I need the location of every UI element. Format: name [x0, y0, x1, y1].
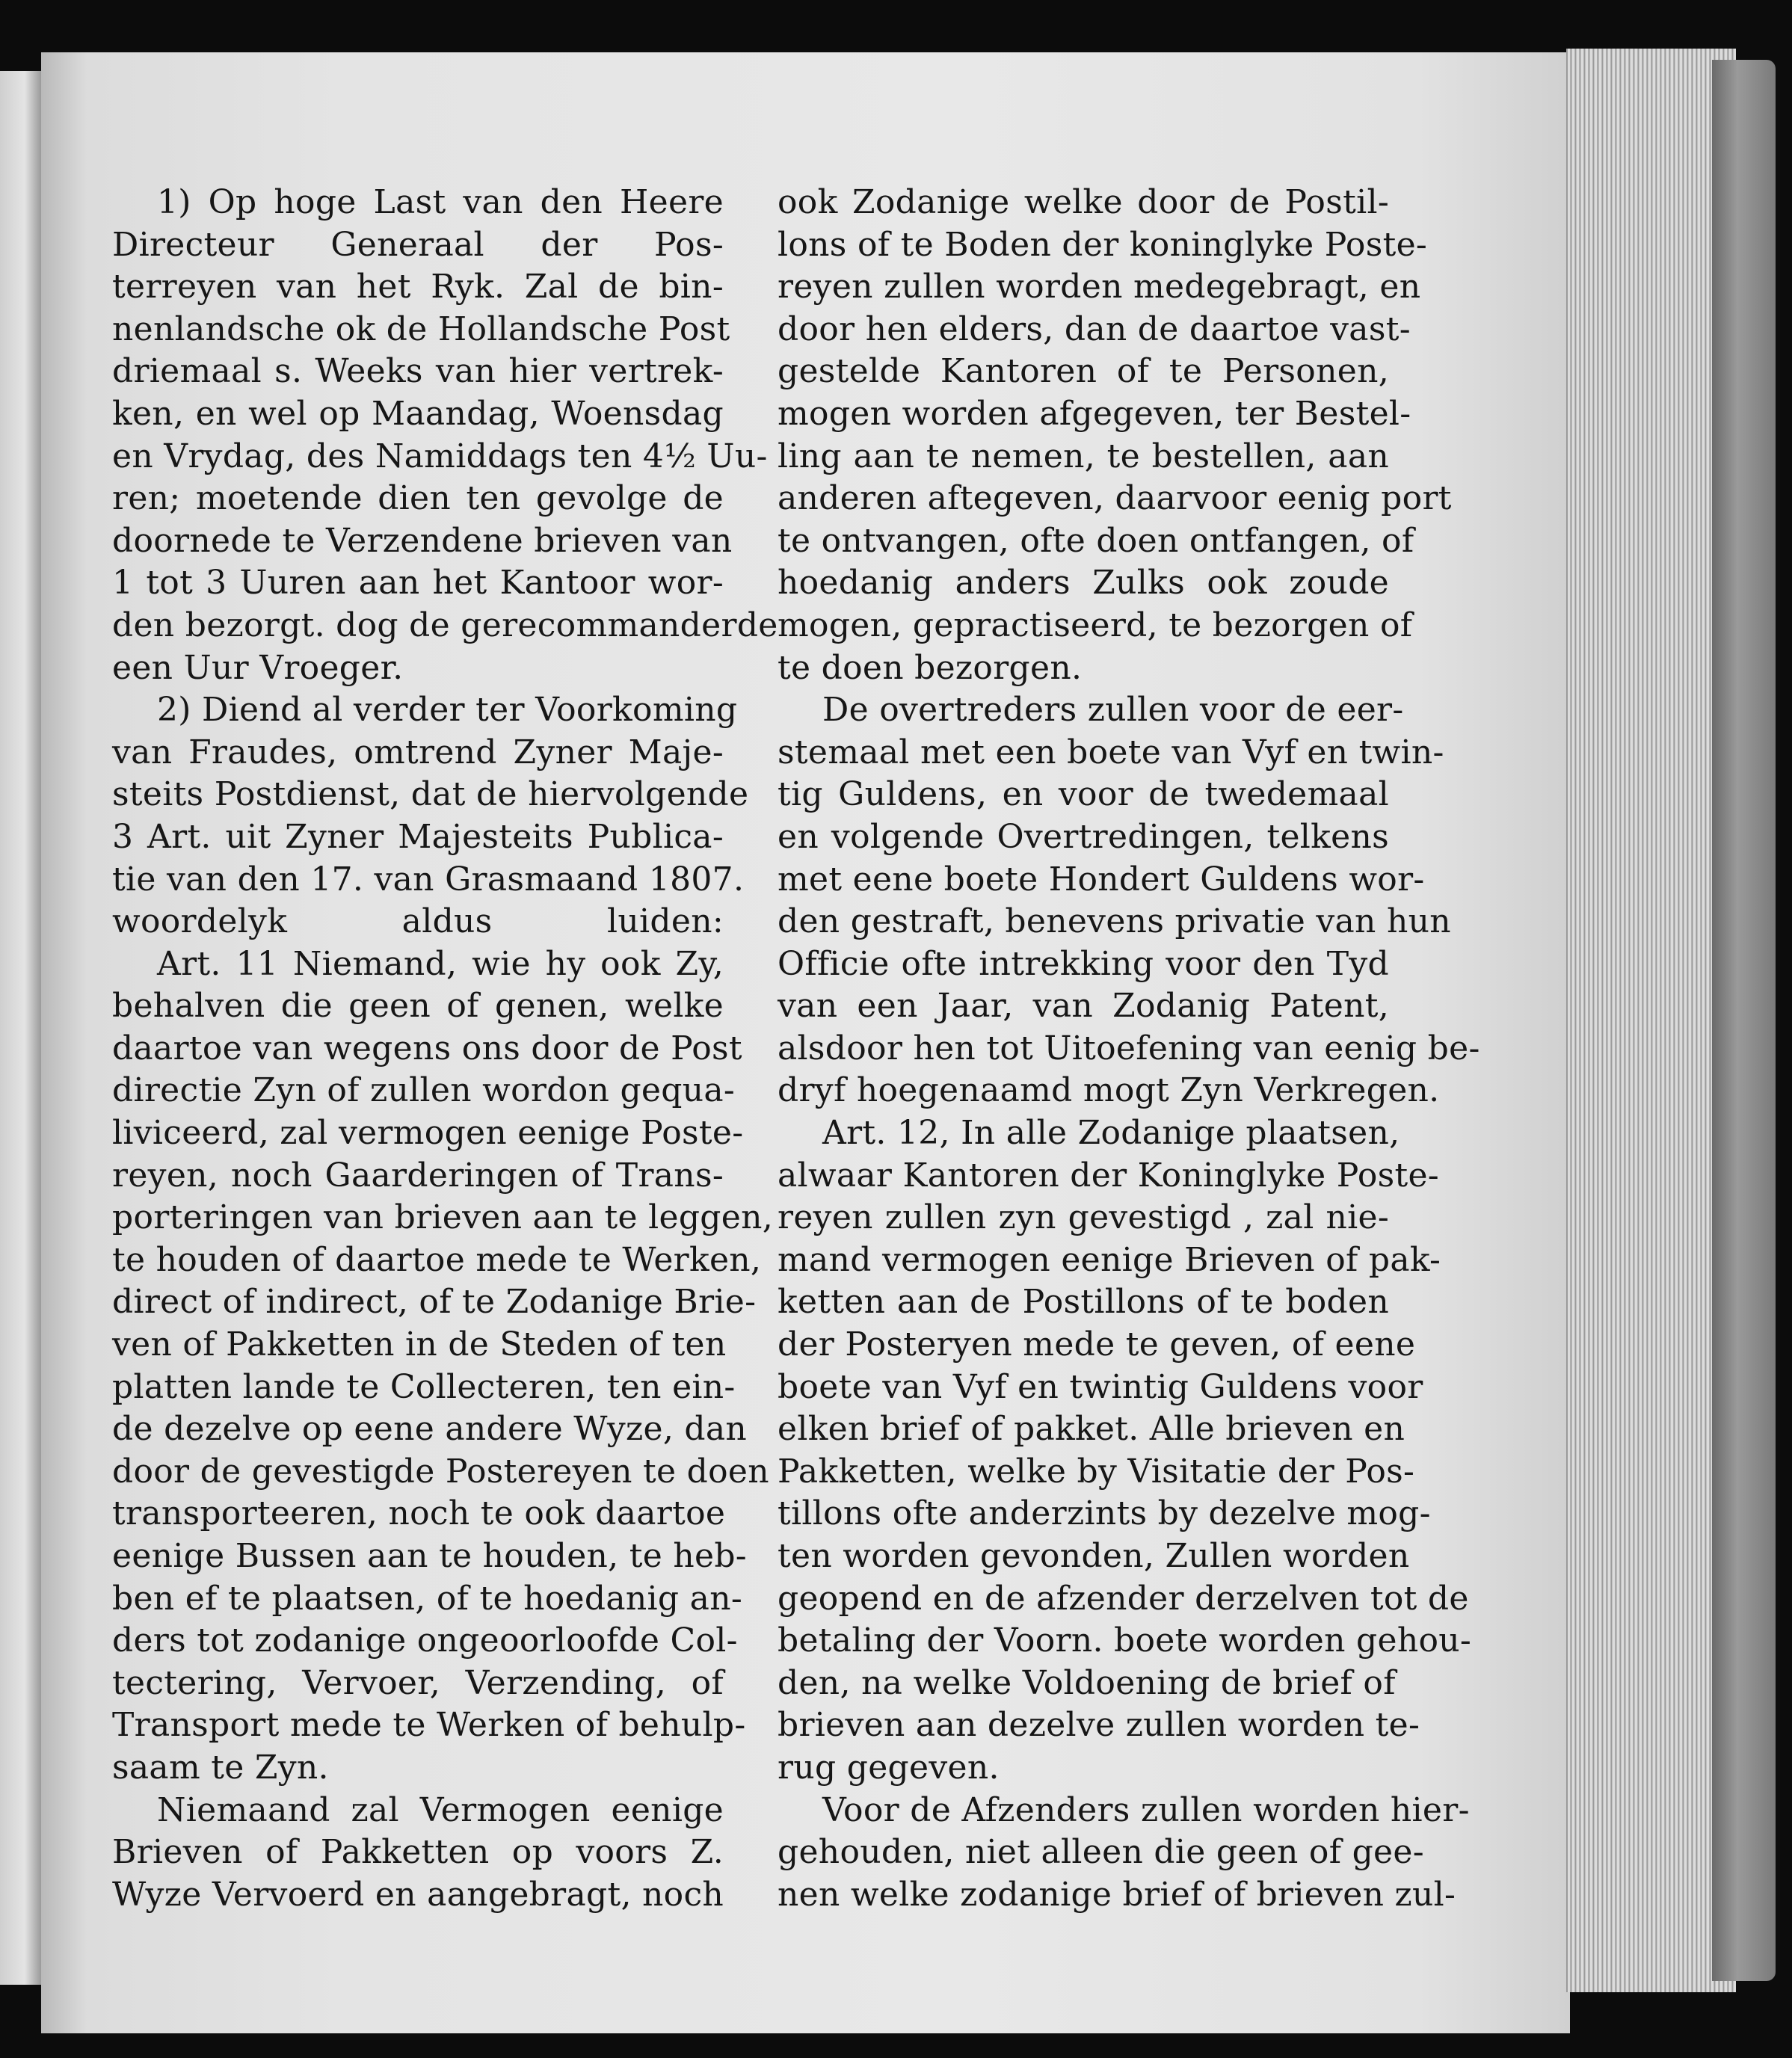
text-line: transporteeren, noch te ook daartoe: [112, 1494, 726, 1533]
text-line: terreyen van het Ryk. Zal de bin-: [112, 268, 724, 306]
text-column-right: [778, 182, 1480, 1916]
text-line: en volgende Overtredingen, telkens: [778, 817, 1389, 856]
text-line: doornede te Verzendene brieven van: [112, 521, 733, 560]
text-line: Art. 11 Niemand, wie hy ook Zy,: [157, 944, 724, 983]
text-line: boete van Vyf en twintig Guldens voor: [778, 1367, 1423, 1406]
text-line: de dezelve op eene andere Wyze, dan: [112, 1410, 748, 1449]
text-line: anderen aftegeven, daarvoor eenig port: [778, 479, 1452, 518]
text-line: woordelyk aldus luiden:: [112, 902, 724, 941]
text-line: Officie ofte intrekking voor den Tyd: [778, 944, 1389, 983]
text-line: reyen zullen zyn gevestigd , zal nie-: [778, 1198, 1389, 1237]
text-line: gehouden, niet alleen die geen of gee-: [778, 1833, 1424, 1872]
text-line: Art. 12, In alle Zodanige plaatsen,: [822, 1114, 1400, 1153]
text-line: mogen, gepractiseerd, te bezorgen of: [778, 606, 1413, 644]
text-line: mogen worden afgegeven, ter Bestel-: [778, 394, 1411, 433]
text-line: van Fraudes, omtrend Zyner Maje-: [112, 733, 724, 771]
text-line: 1 tot 3 Uuren aan het Kantoor wor-: [112, 564, 724, 603]
text-line: Voor de Afzenders zullen worden hier-: [822, 1790, 1470, 1829]
text-line: te ontvangen, ofte doen ontfangen, of: [778, 521, 1414, 560]
text-line: porteringen van brieven aan te leggen,: [112, 1198, 774, 1237]
text-line: reyen zullen worden medegebragt, en: [778, 268, 1421, 306]
text-line: Pakketten, welke by Visitatie der Pos-: [778, 1452, 1415, 1491]
text-line: ders tot zodanige ongeoorloofde Col-: [112, 1621, 738, 1660]
text-line: behalven die geen of genen, welke: [112, 987, 724, 1026]
text-line: gestelde Kantoren of te Personen,: [778, 352, 1389, 391]
text-line: en Vrydag, des Namiddags ten 4½ Uu-: [112, 437, 768, 475]
text-line: directie Zyn of zullen wordon gequa-: [112, 1071, 736, 1110]
text-line: rug gegeven.: [778, 1748, 1000, 1787]
text-line: alsdoor hen tot Uitoefening van eenig be-: [778, 1029, 1480, 1067]
text-line: nen welke zodanige brief of brieven zul-: [778, 1875, 1456, 1914]
text-line: 1) Op hoge Last van den Heere: [157, 183, 724, 221]
text-line: brieven aan dezelve zullen worden te-: [778, 1706, 1420, 1745]
text-line: Directeur Generaal der Pos-: [112, 225, 724, 264]
text-line: ren; moetende dien ten gevolge de: [112, 479, 724, 518]
text-line: driemaal s. Weeks van hier vertrek-: [112, 352, 724, 391]
text-line: der Posteryen mede te geven, of eene: [778, 1325, 1416, 1364]
text-line: steits Postdienst, dat de hiervolgende: [112, 775, 749, 814]
text-line: den bezorgt. dog de gerecommanderde: [112, 606, 778, 644]
book-cover-edge: [1712, 60, 1776, 1981]
text-line: met eene boete Hondert Guldens wor-: [778, 860, 1425, 899]
text-line: tig Guldens, en voor de twedemaal: [778, 775, 1389, 814]
text-line: van een Jaar, van Zodanig Patent,: [778, 987, 1389, 1026]
text-line: lons of te Boden der koninglyke Poste-: [778, 225, 1428, 264]
text-line: ken, en wel op Maandag, Woensdag: [112, 394, 724, 433]
text-line: reyen, noch Gaarderingen of Trans-: [112, 1156, 724, 1195]
text-line: Brieven of Pakketten op voors Z.: [112, 1833, 724, 1872]
text-line: ten worden gevonden, Zullen worden: [778, 1537, 1410, 1575]
facing-page-edge: [0, 71, 41, 1985]
text-line: De overtreders zullen voor de eer-: [822, 691, 1404, 730]
page-block-edge: [1566, 49, 1736, 1992]
text-line: platten lande te Collecteren, ten ein-: [112, 1367, 736, 1406]
text-line: den gestraft, benevens privatie van hun: [778, 902, 1451, 941]
text-line: direct of indirect, of te Zodanige Brie-: [112, 1283, 757, 1322]
text-line: ben ef te plaatsen, of te hoedanig an-: [112, 1579, 742, 1618]
text-line: 3 Art. uit Zyner Majesteits Publica-: [112, 817, 724, 856]
text-line: alwaar Kantoren der Koninglyke Poste-: [778, 1156, 1439, 1195]
text-line: elken brief of pakket. Alle brieven en: [778, 1410, 1405, 1449]
text-line: liviceerd, zal vermogen eenige Poste-: [112, 1114, 744, 1153]
text-line: daartoe van wegens ons door de Post: [112, 1029, 742, 1067]
text-line: ketten aan de Postillons of te boden: [778, 1283, 1389, 1322]
text-line: ook Zodanige welke door de Postil-: [778, 183, 1389, 221]
text-line: mand vermogen eenige Brieven of pak-: [778, 1240, 1441, 1279]
text-line: hoedanig anders Zulks ook zoude: [778, 564, 1389, 603]
text-line: den, na welke Voldoening de brief of: [778, 1663, 1396, 1702]
text-line: een Uur Vroeger.: [112, 648, 404, 687]
text-line: ling aan te nemen, te bestellen, aan: [778, 437, 1389, 475]
text-line: betaling der Voorn. boete worden gehou-: [778, 1621, 1472, 1660]
text-line: Wyze Vervoerd en aangebragt, noch: [112, 1875, 724, 1914]
text-line: saam te Zyn.: [112, 1748, 329, 1787]
text-line: door de gevestigde Postereyen te doen: [112, 1452, 769, 1491]
text-line: Niemaand zal Vermogen eenige: [157, 1790, 724, 1829]
text-line: eenige Bussen aan te houden, te heb-: [112, 1537, 747, 1575]
text-line: Transport mede te Werken of behulp-: [112, 1706, 746, 1745]
text-line: te doen bezorgen.: [778, 648, 1083, 687]
text-line: tectering, Vervoer, Verzending, of: [112, 1663, 724, 1702]
text-line: nenlandsche ok de Hollandsche Post: [112, 309, 730, 348]
text-line: ven of Pakketten in de Steden of ten: [112, 1325, 727, 1364]
text-line: 2) Diend al verder ter Voorkoming: [157, 691, 738, 730]
text-line: te houden of daartoe mede te Werken,: [112, 1240, 762, 1279]
text-line: geopend en de afzender derzelven tot de: [778, 1579, 1469, 1618]
text-line: tillons ofte anderzints by dezelve mog-: [778, 1494, 1431, 1533]
text-column-left: [112, 182, 778, 1916]
text-line: tie van den 17. van Grasmaand 1807.: [112, 860, 745, 899]
text-line: door hen elders, dan de daartoe vast-: [778, 309, 1411, 348]
text-line: dryf hoegenaamd mogt Zyn Verkregen.: [778, 1071, 1440, 1110]
text-line: stemaal met een boete van Vyf en twin-: [778, 733, 1444, 771]
